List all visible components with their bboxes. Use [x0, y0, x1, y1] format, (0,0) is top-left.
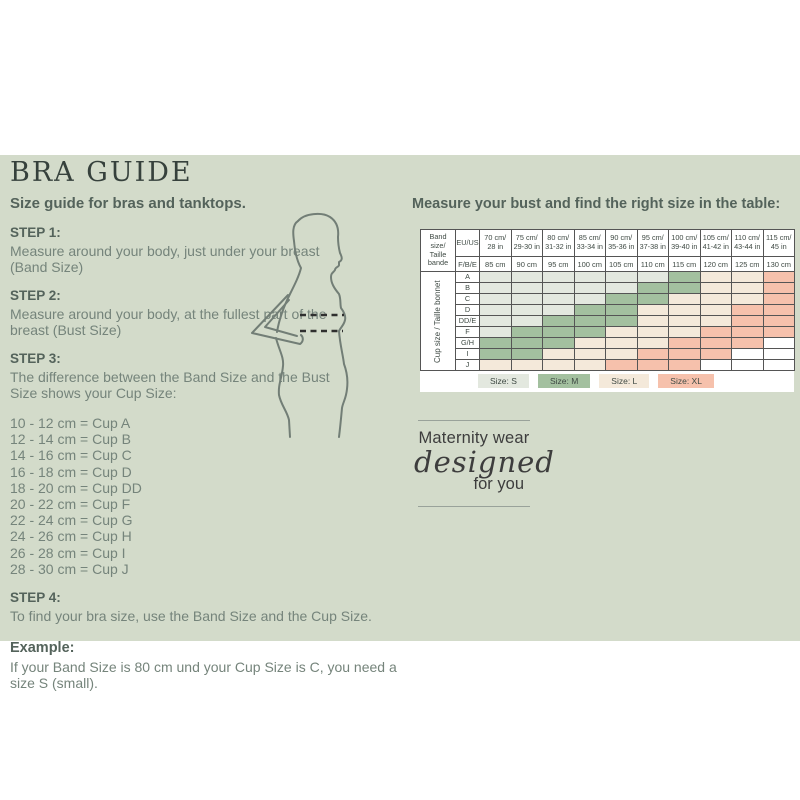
band-size-header-cell: 90 cm/ 35-36 in	[606, 230, 638, 257]
band-size-corner-cell: Band size/ Taille bande	[421, 230, 456, 272]
table-intro-heading: Measure your bust and find the right size in the table:	[412, 196, 781, 212]
size-cell	[637, 272, 669, 283]
fbe-value-cell: 95 cm	[543, 257, 575, 272]
band-size-header-cell: 95 cm/ 37-38 in	[637, 230, 669, 257]
pregnant-figure-illustration	[243, 208, 368, 443]
band-size-header-cell: 110 cm/ 43-44 in	[732, 230, 764, 257]
size-cell	[511, 294, 543, 305]
size-cell	[700, 283, 732, 294]
size-cell	[606, 283, 638, 294]
size-cell	[669, 327, 701, 338]
size-cell	[543, 283, 575, 294]
size-cell	[700, 305, 732, 316]
size-cell	[606, 327, 638, 338]
fbe-value-cell: 125 cm	[732, 257, 764, 272]
size-cell	[606, 316, 638, 327]
size-cell	[669, 360, 701, 371]
size-cell	[574, 327, 606, 338]
size-cell	[543, 327, 575, 338]
size-cell	[763, 327, 795, 338]
step-2-heading: STEP 2:	[10, 288, 61, 303]
logo-text-designed: designed	[414, 445, 555, 479]
size-cell	[732, 283, 764, 294]
band-size-header-cell: 70 cm/ 28 in	[480, 230, 512, 257]
size-cell	[669, 272, 701, 283]
step-4	[10, 590, 402, 624]
cup-row-label: I	[456, 349, 480, 360]
size-cell	[480, 272, 512, 283]
size-table-panel	[420, 229, 794, 392]
fbe-value-cell: 100 cm	[574, 257, 606, 272]
legend-swatch: Size: XL	[658, 374, 714, 388]
size-cell	[480, 327, 512, 338]
cup-conversion-line: 12 - 14 cm = Cup B	[10, 431, 132, 448]
size-cell	[669, 294, 701, 305]
brand-logo	[414, 420, 555, 507]
size-cell	[669, 338, 701, 349]
figure-back-outline	[277, 221, 301, 332]
cup-conversion-line: 24 - 26 cm = Cup H	[10, 528, 132, 545]
fbe-value-cell: 110 cm	[637, 257, 669, 272]
size-cell	[763, 272, 795, 283]
size-cell	[480, 294, 512, 305]
size-cell	[543, 294, 575, 305]
band-size-header-cell: 80 cm/ 31-32 in	[543, 230, 575, 257]
size-cell	[606, 338, 638, 349]
legend-swatch: Size: M	[538, 374, 590, 388]
figure-front-outline	[298, 214, 347, 437]
size-cell	[732, 294, 764, 305]
cup-row-label: DD/E	[456, 316, 480, 327]
size-table-row	[421, 316, 795, 327]
size-cell	[763, 283, 795, 294]
size-cell	[700, 327, 732, 338]
cup-row-label: A	[456, 272, 480, 283]
cup-row-label: C	[456, 294, 480, 305]
logo-text-maternity-wear: Maternity wear	[418, 429, 530, 447]
size-cell	[480, 305, 512, 316]
size-cell	[480, 316, 512, 327]
size-cell	[606, 272, 638, 283]
size-cell	[732, 349, 764, 360]
example-text: If your Band Size is 80 cm und your Cup Size is C, you need a size S (small).	[10, 659, 397, 692]
size-cell	[574, 360, 606, 371]
size-cell	[480, 338, 512, 349]
band-size-header-cell: 115 cm/ 45 in	[763, 230, 795, 257]
cup-conversion-line: 10 - 12 cm = Cup A	[10, 415, 131, 431]
size-cell	[700, 294, 732, 305]
size-cell	[763, 294, 795, 305]
size-cell	[606, 360, 638, 371]
size-cell	[511, 283, 543, 294]
cup-conversion-line: 16 - 18 cm = Cup D	[10, 463, 132, 480]
size-table-row	[421, 349, 795, 360]
cup-axis-label-cell	[421, 272, 456, 371]
band-size-header-cell: 75 cm/ 29-30 in	[511, 230, 543, 257]
size-cell	[511, 349, 543, 360]
size-legend	[478, 374, 794, 388]
size-cell	[732, 360, 764, 371]
size-cell	[574, 272, 606, 283]
size-cell	[543, 272, 575, 283]
size-cell	[669, 349, 701, 360]
size-cell	[669, 316, 701, 327]
size-table-row	[421, 327, 795, 338]
size-cell	[574, 316, 606, 327]
fbe-value-cell: 115 cm	[669, 257, 701, 272]
cup-conversion-line: 20 - 22 cm = Cup F	[10, 496, 131, 513]
size-cell	[732, 272, 764, 283]
cup-axis-label: Cup size / Taille bonnet	[433, 279, 442, 363]
size-cell	[637, 294, 669, 305]
size-table-row	[421, 294, 795, 305]
size-cell	[480, 360, 512, 371]
cup-row-label: J	[456, 360, 480, 371]
size-cell	[637, 349, 669, 360]
size-cell	[511, 272, 543, 283]
legend-swatch: Size: L	[599, 374, 649, 388]
size-table	[420, 229, 795, 371]
size-cell	[732, 305, 764, 316]
cup-conversion-line: 22 - 24 cm = Cup G	[10, 512, 133, 529]
size-cell	[480, 283, 512, 294]
size-cell	[763, 360, 795, 371]
size-table-row	[421, 360, 795, 371]
size-cell	[606, 294, 638, 305]
step-3-text: The difference between the Band Size and the Bust Size shows your Cup Size:	[10, 369, 330, 401]
size-table-row	[421, 305, 795, 316]
size-cell	[574, 283, 606, 294]
size-cell	[543, 305, 575, 316]
cup-row-label: F	[456, 327, 480, 338]
step-3-heading: STEP 3:	[10, 351, 61, 366]
size-cell	[700, 360, 732, 371]
size-cell	[669, 283, 701, 294]
size-cell	[669, 305, 701, 316]
example-block	[10, 640, 402, 691]
size-cell	[637, 316, 669, 327]
cup-conversion-line: 28 - 30 cm = Cup J	[10, 560, 129, 577]
size-cell	[637, 283, 669, 294]
band-size-header-cell: 100 cm/ 39-40 in	[669, 230, 701, 257]
size-table-body	[421, 272, 795, 371]
step-4-heading: STEP 4:	[10, 590, 61, 606]
cup-row-label: B	[456, 283, 480, 294]
size-cell	[763, 338, 795, 349]
step-1-text: Measure around your body, just under your breast (Band Size)	[10, 243, 320, 275]
logo-bottom-rule	[418, 506, 530, 507]
size-cell	[732, 327, 764, 338]
logo-top-rule	[418, 420, 530, 421]
size-cell	[543, 338, 575, 349]
logo-text-for-you: for you	[473, 475, 524, 493]
eu-us-label-cell: EU/US	[456, 230, 480, 257]
legend-swatch: Size: S	[478, 374, 529, 388]
size-cell	[511, 305, 543, 316]
step-2-text: Measure around your body, at the fullest part of the breast (Bust Size)	[10, 306, 327, 338]
fbe-value-cell: 105 cm	[606, 257, 638, 272]
size-cell	[700, 316, 732, 327]
size-cell	[732, 338, 764, 349]
band-size-header-cell: 105 cm/ 41-42 in	[700, 230, 732, 257]
size-cell	[637, 305, 669, 316]
size-cell	[700, 272, 732, 283]
size-table-row	[421, 283, 795, 294]
size-cell	[763, 305, 795, 316]
cup-conversion-line: 26 - 28 cm = Cup I	[10, 544, 126, 561]
size-cell	[480, 349, 512, 360]
size-cell	[511, 327, 543, 338]
size-cell	[511, 316, 543, 327]
size-table-row	[421, 338, 795, 349]
size-cell	[732, 316, 764, 327]
size-cell	[763, 349, 795, 360]
fbe-value-cell: 90 cm	[511, 257, 543, 272]
size-cell	[574, 305, 606, 316]
cup-row-label: G/H	[456, 338, 480, 349]
size-cell	[700, 338, 732, 349]
cup-row-label: D	[456, 305, 480, 316]
figure-lowerback-outline	[276, 338, 290, 437]
band-size-header-cell: 85 cm/ 33-34 in	[574, 230, 606, 257]
size-cell	[574, 338, 606, 349]
size-cell	[637, 338, 669, 349]
size-cell	[511, 360, 543, 371]
size-table-row	[421, 272, 795, 283]
cup-conversion-line: 14 - 16 cm = Cup C	[10, 447, 132, 464]
size-cell	[637, 360, 669, 371]
cup-conversion-line: 18 - 20 cm = Cup DD	[10, 479, 142, 496]
fbe-value-cell: 120 cm	[700, 257, 732, 272]
fbe-value-cell: 85 cm	[480, 257, 512, 272]
size-cell	[606, 349, 638, 360]
size-cell	[637, 327, 669, 338]
size-cell	[511, 338, 543, 349]
page-title: BRA GUIDE	[10, 157, 193, 188]
size-cell	[543, 349, 575, 360]
size-cell	[700, 349, 732, 360]
fbe-value-cell: 130 cm	[763, 257, 795, 272]
size-cell	[606, 305, 638, 316]
size-cell	[543, 360, 575, 371]
size-table-header	[421, 230, 795, 272]
step-4-text: To find your bra size, use the Band Size and the Cup Size.	[10, 608, 372, 625]
example-heading: Example:	[10, 640, 75, 657]
size-guide-subtitle: Size guide for bras and tanktops.	[10, 195, 246, 212]
size-cell	[543, 316, 575, 327]
step-1-heading: STEP 1:	[10, 225, 61, 240]
figure-arm-outline	[252, 295, 303, 344]
size-cell	[763, 316, 795, 327]
fbe-label-cell: F/B/E	[456, 257, 480, 272]
size-cell	[574, 349, 606, 360]
size-cell	[574, 294, 606, 305]
